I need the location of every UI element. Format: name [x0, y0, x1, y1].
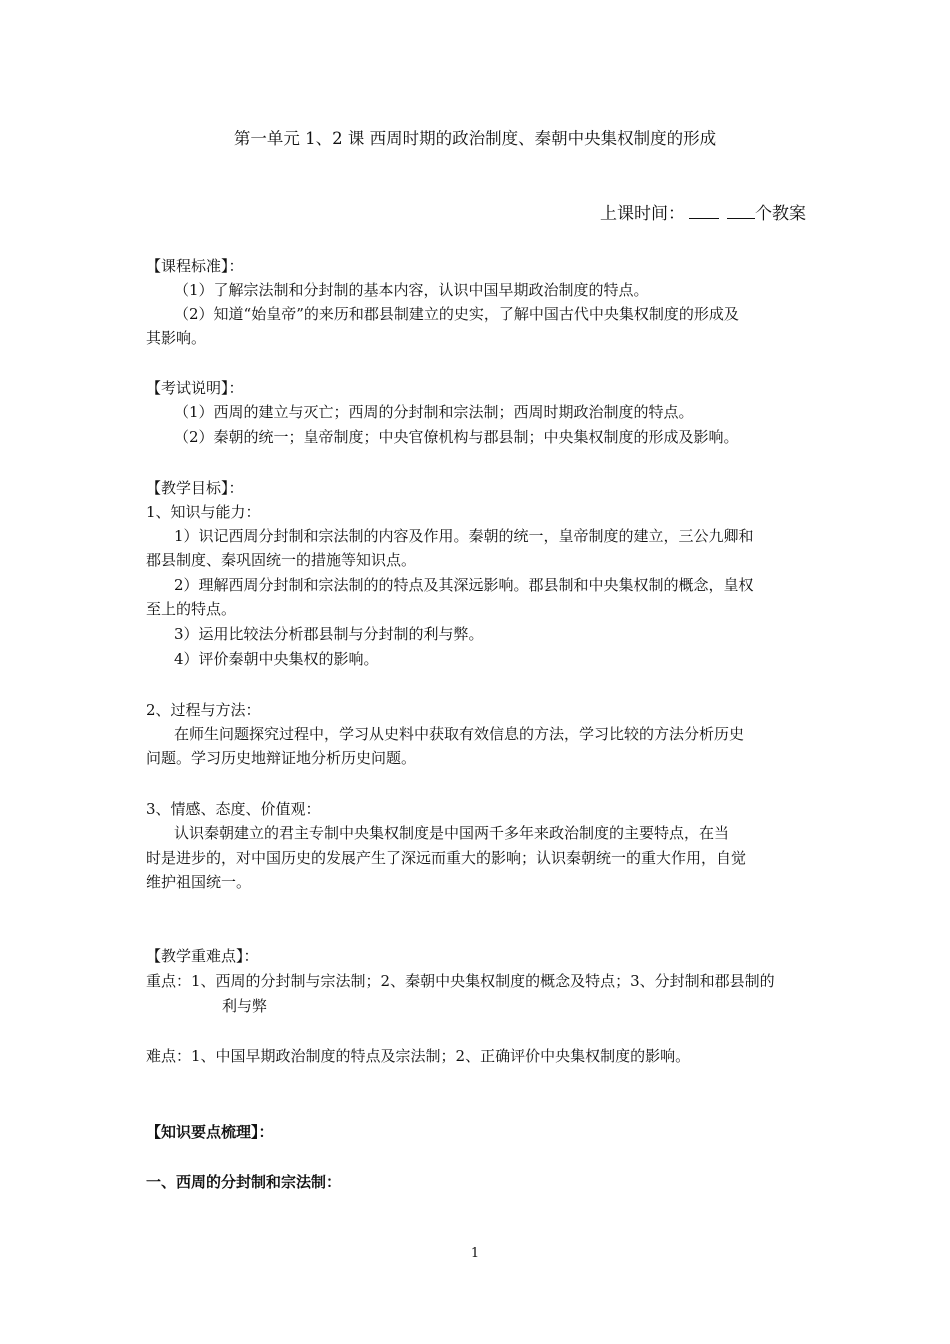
class-time-line — [600, 200, 806, 227]
keypoints-heading: 【教学重难点】： — [146, 947, 259, 965]
process-method-line-2: 问题。学习历史地辩证地分析历史问题。 — [146, 749, 417, 767]
standards-heading: 【课程标准】： — [146, 257, 244, 275]
knowledge-ability-heading: 1、知识与能力： — [146, 503, 261, 521]
process-method-heading: 2、过程与方法： — [146, 701, 261, 719]
knowledge-item-2-line-2: 至上的特点。 — [146, 600, 237, 618]
knowledge-summary-heading: 【知识要点梳理】： — [146, 1123, 274, 1141]
knowledge-item-1-line-2: 郡县制度、秦巩固统一的措施等知识点。 — [146, 551, 417, 569]
page-number: 1 — [470, 1246, 480, 1261]
class-time-blank-1 — [689, 200, 719, 219]
standards-item-2-line-2: 其影响。 — [146, 329, 207, 347]
process-method-line-1: 在师生问题探究过程中，学习从史料中获取有效信息的方法，学习比较的方法分析历史 — [174, 725, 745, 743]
difficult-points: 难点：1、中国早期政治制度的特点及宗法制；2、正确评价中央集权制度的影响。 — [146, 1047, 691, 1065]
exam-item-1: （1）西周的建立与灭亡；西周的分封制和宗法制；西周时期政治制度的特点。 — [174, 403, 694, 421]
goals-heading: 【教学目标】： — [146, 479, 244, 497]
emotion-values-line-3: 维护祖国统一。 — [146, 873, 252, 891]
section-1-heading: 一、西周的分封制和宗法制： — [146, 1173, 342, 1191]
class-time-blank-2 — [727, 200, 755, 219]
key-points-line-1: 重点：1、西周的分封制与宗法制；2、秦朝中央集权制度的概念及特点；3、分封制和郡县制的 — [146, 972, 775, 990]
class-time-label: 上课时间： — [600, 204, 685, 224]
standards-item-1: （1）了解宗法制和分封制的基本内容，认识中国早期政治制度的特点。 — [174, 281, 649, 299]
exam-item-2: （2）秦朝的统一；皇帝制度；中央官僚机构与郡县制；中央集权制度的形成及影响。 — [174, 428, 739, 446]
page-title: 第一单元 1、2 课 西周时期的政治制度、秦朝中央集权制度的形成 — [233, 129, 717, 148]
standards-item-2-line-1: （2）知道“始皇帝”的来历和郡县制建立的史实，了解中国古代中央集权制度的形成及 — [174, 305, 739, 323]
exam-heading: 【考试说明】： — [146, 379, 244, 397]
knowledge-item-1-line-1: 1）识记西周分封制和宗法制的内容及作用。秦朝的统一，皇帝制度的建立，三公九卿和 — [174, 527, 754, 545]
class-time-suffix: 个教案 — [755, 204, 806, 224]
knowledge-item-2-line-1: 2）理解西周分封制和宗法制的的特点及其深远影响。郡县制和中央集权制的概念，皇权 — [174, 576, 754, 594]
emotion-values-line-2: 时是进步的，对中国历史的发展产生了深远而重大的影响；认识秦朝统一的重大作用，自觉 — [146, 849, 747, 867]
key-points-line-2: 利与弊 — [222, 997, 268, 1015]
knowledge-item-3: 3）运用比较法分析郡县制与分封制的利与弊。 — [174, 625, 484, 643]
knowledge-item-4: 4）评价秦朝中央集权的影响。 — [174, 650, 379, 668]
emotion-values-line-1: 认识秦朝建立的君主专制中央集权制度是中国两千多年来政治制度的主要特点，在当 — [174, 824, 730, 842]
emotion-values-heading: 3、情感、态度、价值观： — [146, 800, 321, 818]
